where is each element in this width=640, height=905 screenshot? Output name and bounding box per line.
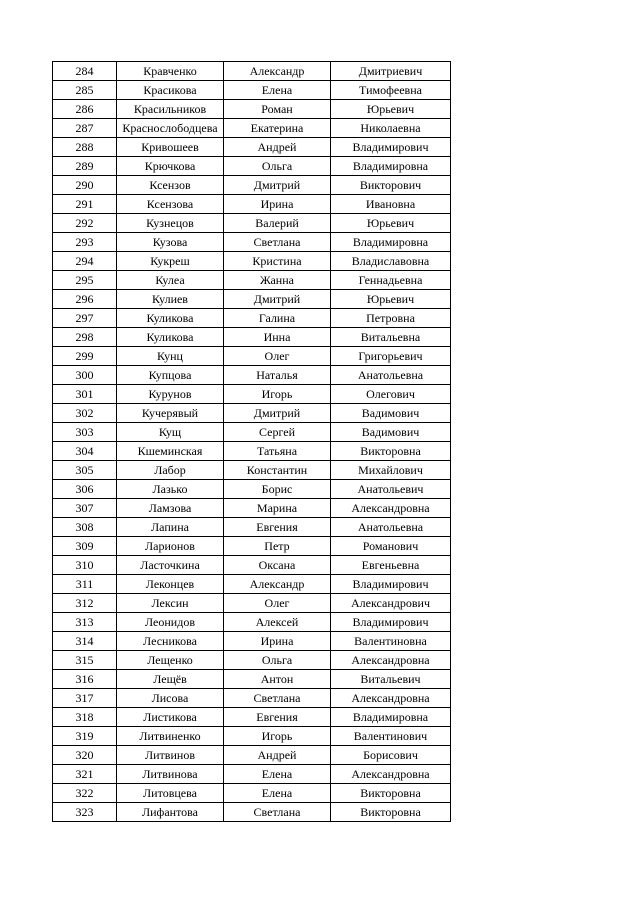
row-number-cell: 302 — [53, 404, 117, 423]
patronymic-cell: Александровна — [331, 765, 451, 784]
last-name-cell: Крючкова — [117, 157, 224, 176]
last-name-cell: Листикова — [117, 708, 224, 727]
first-name-cell: Кристина — [224, 252, 331, 271]
row-number-cell: 290 — [53, 176, 117, 195]
table-row — [53, 100, 451, 119]
row-number-cell: 300 — [53, 366, 117, 385]
last-name-cell: Лапина — [117, 518, 224, 537]
table-row — [53, 366, 451, 385]
table-row — [53, 195, 451, 214]
last-name-cell: Ласточкина — [117, 556, 224, 575]
last-name-cell: Кунц — [117, 347, 224, 366]
table-row — [53, 803, 451, 822]
last-name-cell: Кузнецов — [117, 214, 224, 233]
last-name-cell: Лексин — [117, 594, 224, 613]
table-row — [53, 252, 451, 271]
table-row — [53, 727, 451, 746]
row-number-cell: 289 — [53, 157, 117, 176]
patronymic-cell: Владимирович — [331, 138, 451, 157]
last-name-cell: Краснослободцева — [117, 119, 224, 138]
row-number-cell: 288 — [53, 138, 117, 157]
table-row — [53, 518, 451, 537]
row-number-cell: 313 — [53, 613, 117, 632]
table-row — [53, 214, 451, 233]
patronymic-cell: Вадимович — [331, 423, 451, 442]
first-name-cell: Петр — [224, 537, 331, 556]
last-name-cell: Лазько — [117, 480, 224, 499]
first-name-cell: Ольга — [224, 651, 331, 670]
table-row — [53, 385, 451, 404]
patronymic-cell: Владимировна — [331, 708, 451, 727]
patronymic-cell: Викторовна — [331, 803, 451, 822]
table-row — [53, 480, 451, 499]
patronymic-cell: Тимофеевна — [331, 81, 451, 100]
first-name-cell: Дмитрий — [224, 290, 331, 309]
last-name-cell: Красикова — [117, 81, 224, 100]
patronymic-cell: Геннадьевна — [331, 271, 451, 290]
patronymic-cell: Викторовна — [331, 442, 451, 461]
last-name-cell: Кузова — [117, 233, 224, 252]
row-number-cell: 320 — [53, 746, 117, 765]
first-name-cell: Евгения — [224, 708, 331, 727]
table-row — [53, 347, 451, 366]
table-row — [53, 689, 451, 708]
row-number-cell: 303 — [53, 423, 117, 442]
first-name-cell: Константин — [224, 461, 331, 480]
last-name-cell: Ксензов — [117, 176, 224, 195]
table-row — [53, 328, 451, 347]
last-name-cell: Куликова — [117, 309, 224, 328]
last-name-cell: Леконцев — [117, 575, 224, 594]
table-row — [53, 119, 451, 138]
row-number-cell: 287 — [53, 119, 117, 138]
first-name-cell: Андрей — [224, 746, 331, 765]
row-number-cell: 312 — [53, 594, 117, 613]
patronymic-cell: Александровна — [331, 651, 451, 670]
last-name-cell: Купцова — [117, 366, 224, 385]
patronymic-cell: Анатольевна — [331, 518, 451, 537]
first-name-cell: Валерий — [224, 214, 331, 233]
patronymic-cell: Александровна — [331, 689, 451, 708]
patronymic-cell: Юрьевич — [331, 214, 451, 233]
table-row — [53, 233, 451, 252]
first-name-cell: Наталья — [224, 366, 331, 385]
first-name-cell: Елена — [224, 765, 331, 784]
last-name-cell: Кравченко — [117, 62, 224, 81]
patronymic-cell: Ивановна — [331, 195, 451, 214]
table-row — [53, 157, 451, 176]
first-name-cell: Александр — [224, 575, 331, 594]
patronymic-cell: Дмитриевич — [331, 62, 451, 81]
first-name-cell: Антон — [224, 670, 331, 689]
row-number-cell: 297 — [53, 309, 117, 328]
patronymic-cell: Витальевич — [331, 670, 451, 689]
first-name-cell: Ирина — [224, 195, 331, 214]
first-name-cell: Ольга — [224, 157, 331, 176]
patronymic-cell: Николаевна — [331, 119, 451, 138]
name-list-body — [53, 62, 451, 822]
table-row — [53, 651, 451, 670]
patronymic-cell: Юрьевич — [331, 290, 451, 309]
table-row — [53, 461, 451, 480]
last-name-cell: Лещенко — [117, 651, 224, 670]
row-number-cell: 306 — [53, 480, 117, 499]
last-name-cell: Красильников — [117, 100, 224, 119]
first-name-cell: Алексей — [224, 613, 331, 632]
table-row — [53, 62, 451, 81]
table-row — [53, 765, 451, 784]
last-name-cell: Литвиненко — [117, 727, 224, 746]
row-number-cell: 301 — [53, 385, 117, 404]
table-row — [53, 309, 451, 328]
first-name-cell: Олег — [224, 347, 331, 366]
last-name-cell: Лабор — [117, 461, 224, 480]
row-number-cell: 310 — [53, 556, 117, 575]
row-number-cell: 322 — [53, 784, 117, 803]
row-number-cell: 296 — [53, 290, 117, 309]
last-name-cell: Курунов — [117, 385, 224, 404]
patronymic-cell: Вадимович — [331, 404, 451, 423]
patronymic-cell: Владиславовна — [331, 252, 451, 271]
first-name-cell: Андрей — [224, 138, 331, 157]
row-number-cell: 304 — [53, 442, 117, 461]
row-number-cell: 292 — [53, 214, 117, 233]
table-row — [53, 556, 451, 575]
first-name-cell: Светлана — [224, 233, 331, 252]
first-name-cell: Татьяна — [224, 442, 331, 461]
first-name-cell: Дмитрий — [224, 404, 331, 423]
patronymic-cell: Петровна — [331, 309, 451, 328]
first-name-cell: Галина — [224, 309, 331, 328]
row-number-cell: 315 — [53, 651, 117, 670]
patronymic-cell: Олегович — [331, 385, 451, 404]
row-number-cell: 285 — [53, 81, 117, 100]
row-number-cell: 319 — [53, 727, 117, 746]
row-number-cell: 295 — [53, 271, 117, 290]
last-name-cell: Литовцева — [117, 784, 224, 803]
patronymic-cell: Михайлович — [331, 461, 451, 480]
last-name-cell: Ламзова — [117, 499, 224, 518]
table-row — [53, 670, 451, 689]
row-number-cell: 307 — [53, 499, 117, 518]
patronymic-cell: Александрович — [331, 594, 451, 613]
row-number-cell: 291 — [53, 195, 117, 214]
last-name-cell: Литвинов — [117, 746, 224, 765]
patronymic-cell: Юрьевич — [331, 100, 451, 119]
last-name-cell: Куликова — [117, 328, 224, 347]
table-row — [53, 176, 451, 195]
row-number-cell: 293 — [53, 233, 117, 252]
last-name-cell: Кшеминская — [117, 442, 224, 461]
patronymic-cell: Валентинович — [331, 727, 451, 746]
patronymic-cell: Борисович — [331, 746, 451, 765]
first-name-cell: Олег — [224, 594, 331, 613]
table-row — [53, 290, 451, 309]
last-name-cell: Леонидов — [117, 613, 224, 632]
last-name-cell: Лесникова — [117, 632, 224, 651]
last-name-cell: Кулеа — [117, 271, 224, 290]
first-name-cell: Елена — [224, 81, 331, 100]
first-name-cell: Евгения — [224, 518, 331, 537]
row-number-cell: 318 — [53, 708, 117, 727]
last-name-cell: Кущ — [117, 423, 224, 442]
patronymic-cell: Витальевна — [331, 328, 451, 347]
row-number-cell: 308 — [53, 518, 117, 537]
patronymic-cell: Александровна — [331, 499, 451, 518]
first-name-cell: Роман — [224, 100, 331, 119]
row-number-cell: 321 — [53, 765, 117, 784]
table-row — [53, 632, 451, 651]
row-number-cell: 299 — [53, 347, 117, 366]
last-name-cell: Лифантова — [117, 803, 224, 822]
first-name-cell: Сергей — [224, 423, 331, 442]
table-row — [53, 708, 451, 727]
table-row — [53, 442, 451, 461]
first-name-cell: Светлана — [224, 689, 331, 708]
last-name-cell: Лисова — [117, 689, 224, 708]
row-number-cell: 284 — [53, 62, 117, 81]
last-name-cell: Кучерявый — [117, 404, 224, 423]
patronymic-cell: Григорьевич — [331, 347, 451, 366]
row-number-cell: 311 — [53, 575, 117, 594]
row-number-cell: 314 — [53, 632, 117, 651]
row-number-cell: 317 — [53, 689, 117, 708]
table-row — [53, 404, 451, 423]
first-name-cell: Марина — [224, 499, 331, 518]
patronymic-cell: Владимировна — [331, 157, 451, 176]
last-name-cell: Литвинова — [117, 765, 224, 784]
last-name-cell: Лещёв — [117, 670, 224, 689]
first-name-cell: Борис — [224, 480, 331, 499]
last-name-cell: Ксензова — [117, 195, 224, 214]
patronymic-cell: Анатольевич — [331, 480, 451, 499]
table-row — [53, 613, 451, 632]
last-name-cell: Ларионов — [117, 537, 224, 556]
table-row — [53, 784, 451, 803]
table-row — [53, 746, 451, 765]
patronymic-cell: Анатольевна — [331, 366, 451, 385]
table-row — [53, 499, 451, 518]
first-name-cell: Екатерина — [224, 119, 331, 138]
last-name-cell: Кулиев — [117, 290, 224, 309]
row-number-cell: 305 — [53, 461, 117, 480]
patronymic-cell: Владимировна — [331, 233, 451, 252]
row-number-cell: 298 — [53, 328, 117, 347]
table-row — [53, 138, 451, 157]
first-name-cell: Ирина — [224, 632, 331, 651]
first-name-cell: Жанна — [224, 271, 331, 290]
last-name-cell: Кукреш — [117, 252, 224, 271]
first-name-cell: Елена — [224, 784, 331, 803]
patronymic-cell: Викторович — [331, 176, 451, 195]
patronymic-cell: Владимирович — [331, 613, 451, 632]
table-row — [53, 81, 451, 100]
patronymic-cell: Евгеньевна — [331, 556, 451, 575]
table-row — [53, 537, 451, 556]
first-name-cell: Игорь — [224, 385, 331, 404]
last-name-cell: Кривошеев — [117, 138, 224, 157]
row-number-cell: 323 — [53, 803, 117, 822]
patronymic-cell: Викторовна — [331, 784, 451, 803]
patronymic-cell: Романович — [331, 537, 451, 556]
row-number-cell: 294 — [53, 252, 117, 271]
first-name-cell: Дмитрий — [224, 176, 331, 195]
table-row — [53, 575, 451, 594]
table-row — [53, 594, 451, 613]
row-number-cell: 316 — [53, 670, 117, 689]
patronymic-cell: Владимирович — [331, 575, 451, 594]
first-name-cell: Светлана — [224, 803, 331, 822]
table-row — [53, 423, 451, 442]
first-name-cell: Оксана — [224, 556, 331, 575]
first-name-cell: Инна — [224, 328, 331, 347]
table-row — [53, 271, 451, 290]
row-number-cell: 286 — [53, 100, 117, 119]
first-name-cell: Александр — [224, 62, 331, 81]
patronymic-cell: Валентиновна — [331, 632, 451, 651]
row-number-cell: 309 — [53, 537, 117, 556]
name-list-table — [52, 61, 451, 822]
first-name-cell: Игорь — [224, 727, 331, 746]
